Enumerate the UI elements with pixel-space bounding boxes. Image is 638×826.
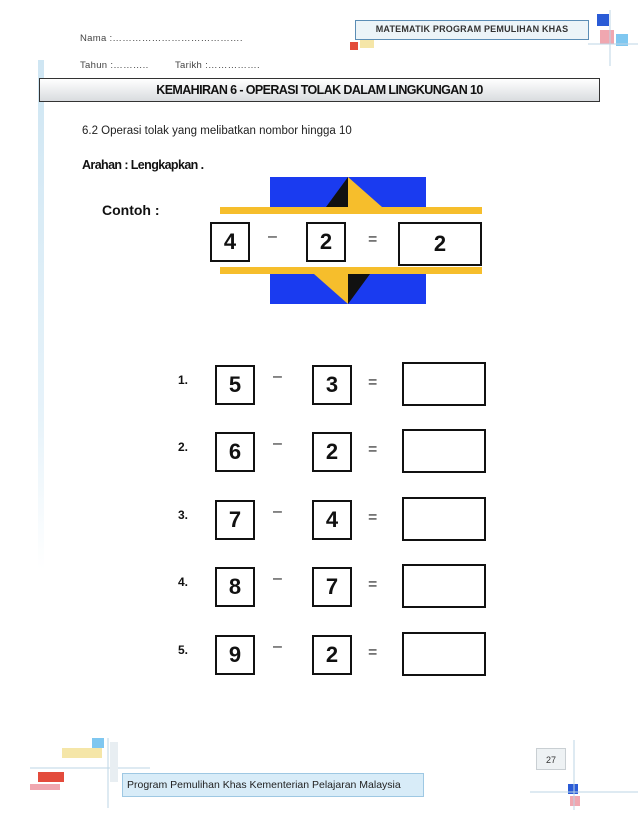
tarikh-field[interactable]: Tarikh :……………. [175,60,260,71]
exercise-number: 2. [178,440,189,454]
example-answer: 2 [398,222,482,266]
operand-a: 9 [215,635,255,675]
example-operand-b: 2 [306,222,346,262]
exercise-number: 4. [178,575,189,589]
example-equals: = [368,231,378,248]
instruction-text: Arahan : Lengkapkan . [82,158,204,172]
example-operand-a: 4 [210,222,250,262]
tahun-field[interactable]: Tahun :……….. [80,60,149,71]
answer-box[interactable] [402,497,486,541]
page-title: KEMAHIRAN 6 - OPERASI TOLAK DALAM LINGKUNGAN 10 [39,78,600,102]
operand-b: 2 [312,635,352,675]
operand-b: 3 [312,365,352,405]
program-label: MATEMATIK PROGRAM PEMULIHAN KHAS [355,20,589,40]
equals-sign: = [368,644,378,661]
exercise-number: 1. [178,373,189,387]
answer-box[interactable] [402,362,486,406]
operand-b: 7 [312,567,352,607]
minus-sign: – [273,435,282,452]
minus-sign: – [273,503,282,520]
section-subtitle: 6.2 Operasi tolak yang melibatkan nombor hingga 10 [82,125,352,137]
equals-sign: = [368,374,378,391]
answer-box[interactable] [402,429,486,473]
operand-a: 5 [215,365,255,405]
operand-b: 2 [312,432,352,472]
operand-a: 8 [215,567,255,607]
exercise-number: 5. [178,643,189,657]
minus-sign: – [273,570,282,587]
example-minus: – [268,228,277,245]
minus-sign: – [273,368,282,385]
nama-field[interactable]: Nama :…………………………………. [80,33,243,44]
page-number: 27 [536,748,566,770]
answer-box[interactable] [402,564,486,608]
equals-sign: = [368,509,378,526]
operand-a: 6 [215,432,255,472]
decorative-side-line [38,60,44,570]
operand-a: 7 [215,500,255,540]
equals-sign: = [368,576,378,593]
minus-sign: – [273,638,282,655]
answer-box[interactable] [402,632,486,676]
example-label: Contoh : [102,202,160,218]
equals-sign: = [368,441,378,458]
exercise-number: 3. [178,508,189,522]
operand-b: 4 [312,500,352,540]
footer-text: Program Pemulihan Khas Kementerian Pelajaran Malaysia [122,773,424,797]
